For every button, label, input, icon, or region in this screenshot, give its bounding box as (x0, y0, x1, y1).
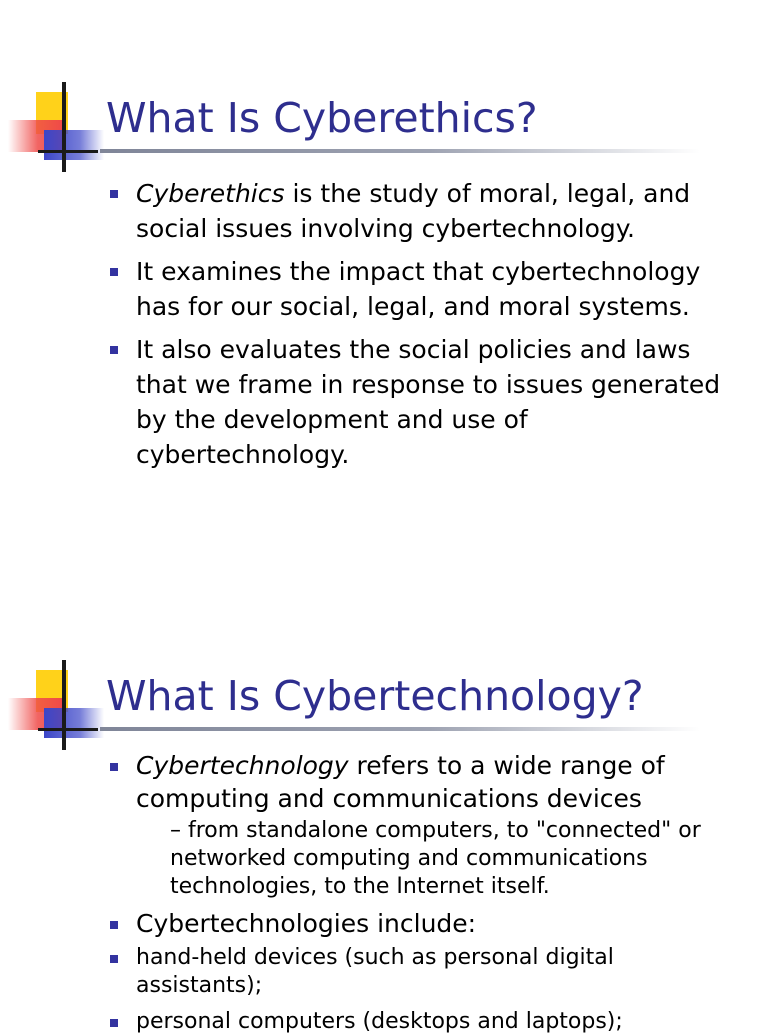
slide-decoration-icon (0, 80, 110, 180)
square-bullet-icon (110, 1019, 118, 1027)
list-item (0, 176, 768, 246)
sub-list-item (0, 817, 768, 901)
slide-title: What Is Cybertechnology? (106, 672, 644, 720)
list-item (0, 1008, 768, 1036)
bullet-text: It also evaluates the social policies and laws that we frame in response to issues generated by the development and use of cybertechnology. (136, 335, 721, 469)
square-bullet-icon (110, 268, 118, 276)
bullet-list (0, 176, 768, 472)
list-item (0, 749, 768, 815)
bullet-text: refers to a wide range of computing and communications devices (136, 751, 665, 813)
sub-bullet-text: – from standalone computers, to "connected" or networked computing and communications technologies, to the Internet itself. (170, 818, 701, 899)
list-item (0, 907, 768, 940)
list-item (0, 944, 768, 1000)
bullet-text: It examines the impact that cybertechnology has for our social, legal, and moral systems. (136, 257, 701, 321)
bullet-text: is the study of moral, legal, and social issues involving cybertechnology. (136, 179, 691, 243)
emphasis-term: Cybertechnology (136, 751, 349, 780)
title-divider (100, 149, 700, 153)
bullet-list (0, 749, 768, 1036)
list-item (0, 332, 768, 472)
square-bullet-icon (110, 763, 118, 771)
list-item (0, 254, 768, 324)
slide-title: What Is Cyberethics? (106, 94, 538, 142)
square-bullet-icon (110, 955, 118, 963)
square-bullet-icon (110, 190, 118, 198)
square-bullet-icon (110, 921, 118, 929)
emphasis-term: Cyberethics (136, 179, 285, 208)
bullet-text: Cybertechnologies include: (136, 909, 477, 938)
bullet-text: hand-held devices (such as personal digital assistants); (136, 945, 614, 998)
title-divider (100, 727, 700, 731)
bullet-text: personal computers (desktops and laptops); (136, 1009, 623, 1034)
square-bullet-icon (110, 346, 118, 354)
slide-decoration-icon (0, 658, 110, 758)
